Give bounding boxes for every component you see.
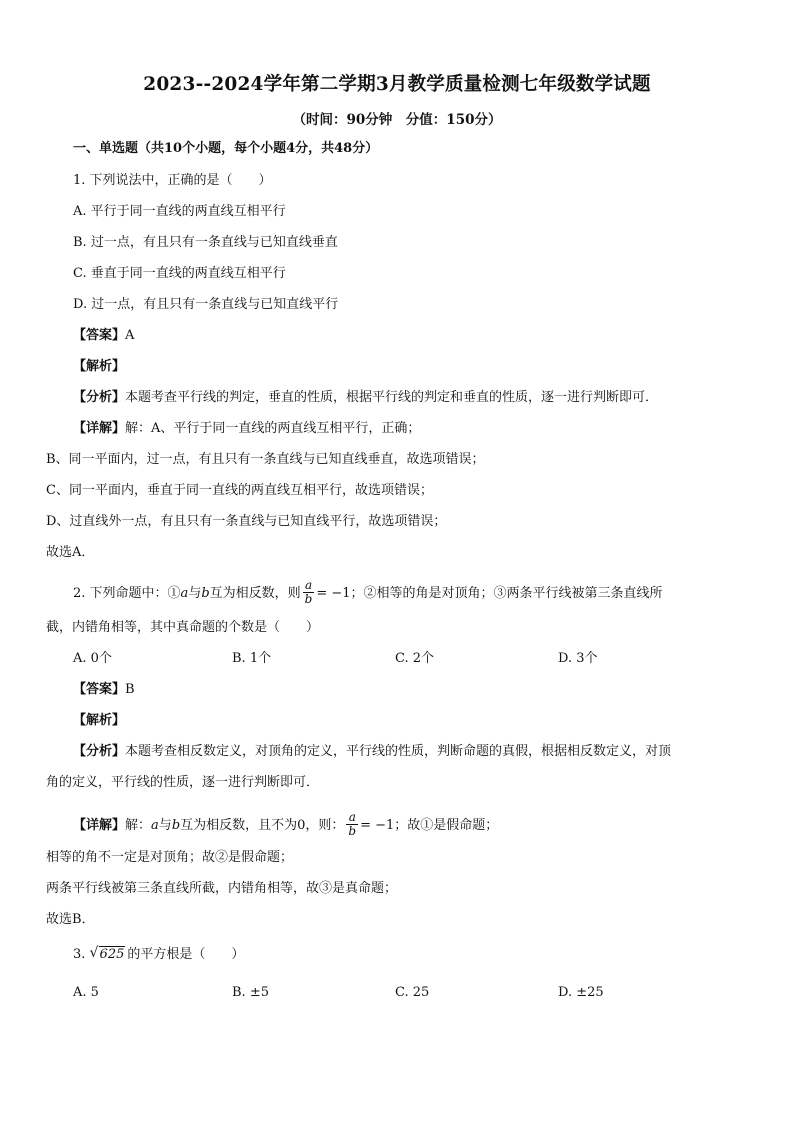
answer-value: B	[125, 682, 135, 697]
page-title: 2023--2024学年第二学期3月教学质量检测七年级数学试题	[143, 74, 651, 95]
q1-option-a: A. 平行于同一直线的两直线互相平行	[73, 204, 286, 219]
q2-detail-4: 故选B．	[46, 912, 95, 927]
q2-fenxi-line2: 角的定义，平行线的性质，逐一进行判断即可．	[46, 775, 320, 790]
q1-detail-3: C、同一平面内，垂直于同一直线的两直线互相平行，故选项错误；	[46, 483, 433, 498]
radical-sign: √	[89, 945, 99, 961]
q3-stem-rest: 的平方根是（ ）	[127, 947, 245, 962]
q3-stem	[73, 946, 244, 964]
q2-option-a: A. 0个	[73, 651, 112, 666]
q2-answer	[73, 681, 135, 699]
fenxi-text: 本题考查相反数定义，对顶角的定义，平行线的性质，判断命题的真假，根据相反数定义，对顶	[125, 744, 672, 759]
q2-var-a: a	[180, 586, 189, 601]
fraction-numerator: a	[303, 579, 315, 593]
sqrt-expression	[90, 946, 126, 964]
q2-fraction	[303, 579, 315, 606]
q2-stem-part: 2. 下列命题中：①	[73, 586, 181, 601]
q2-detail-2: 相等的角不一定是对顶角；故②是假命题；	[46, 850, 294, 865]
fraction-numerator: a	[346, 811, 358, 825]
answer-tag: 【答案】	[73, 682, 126, 697]
q2-option-b: B. 1个	[232, 651, 272, 666]
fenxi-text: 本题考查平行线的判定，垂直的性质，根据平行线的判定和垂直的性质，逐一进行判断即可．	[125, 390, 659, 405]
q2-stem-part: 与	[188, 586, 202, 601]
q2-fenxi	[73, 743, 671, 761]
q2-stem-part: 互为相反数，则	[209, 586, 301, 601]
q3-option-a: A. 5	[73, 985, 99, 1000]
detail-part: = −1；故①是假命题；	[360, 818, 499, 833]
q1-option-c: C. 垂直于同一直线的两直线互相平行	[73, 266, 286, 281]
q1-detail-4: D、过直线外一点，有且只有一条直线与已知直线平行，故选项错误；	[46, 514, 447, 529]
fenxi-tag: 【分析】	[73, 390, 126, 405]
q1-stem: 1. 下列说法中，正确的是（ ）	[73, 173, 272, 188]
q1-option-d: D. 过一点，有且只有一条直线与已知直线平行	[73, 297, 339, 312]
q1-analysis-tag: 【解析】	[73, 359, 126, 374]
q1-fenxi	[73, 389, 658, 407]
q1-answer	[73, 327, 134, 345]
detail-part: 解：	[125, 818, 152, 833]
detail-part: 互为相反数，且不为0，则：	[180, 818, 345, 833]
detail-fraction	[346, 811, 358, 838]
q2-option-c: C. 2个	[395, 651, 435, 666]
detail-tag: 【详解】	[73, 421, 126, 436]
fenxi-tag: 【分析】	[73, 744, 126, 759]
exam-info: （时间：90分钟 分值：150分）	[292, 112, 502, 128]
q3-number: 3.	[73, 947, 86, 962]
q3-option-d: D. ±25	[558, 985, 604, 1000]
q2-var-b: b	[201, 586, 210, 601]
detail-part: 与	[158, 818, 172, 833]
q1-option-b: B. 过一点，有且只有一条直线与已知直线垂直	[73, 235, 338, 250]
detail-var-b: b	[171, 818, 181, 833]
answer-tag: 【答案】	[73, 328, 126, 343]
detail-text: 解：A、平行于同一直线的两直线互相平行，正确；	[125, 421, 421, 436]
detail-var-a: a	[151, 818, 159, 833]
q2-detail-3: 两条平行线被第三条直线所截，内错角相等，故③是真命题；	[46, 881, 398, 896]
q2-stem	[73, 580, 663, 607]
q1-detail-1	[73, 420, 420, 438]
q3-options	[73, 984, 733, 1002]
q2-options	[73, 650, 733, 668]
q1-detail-2: B、同一平面内，过一点，有且只有一条直线与已知直线垂直，故选项错误；	[46, 452, 485, 467]
section-heading: 一、单选题（共10个小题，每个小题4分，共48分）	[73, 141, 379, 156]
q2-stem-line2: 截，内错角相等，其中真命题的个数是（ ）	[46, 620, 320, 635]
fraction-denominator: b	[304, 592, 313, 606]
q1-detail-5: 故选A．	[46, 545, 95, 560]
q2-detail-1	[73, 812, 498, 839]
q2-analysis-tag: 【解析】	[73, 713, 126, 728]
q2-option-d: D. 3个	[558, 651, 598, 666]
q3-option-c: C. 25	[395, 985, 430, 1000]
q2-stem-part: = −1；②相等的角是对顶角；③两条平行线被第三条直线所	[316, 586, 663, 601]
fraction-denominator: b	[348, 824, 357, 838]
radicand: 625	[99, 947, 125, 962]
q3-option-b: B. ±5	[232, 985, 269, 1000]
answer-value: A	[125, 328, 135, 343]
detail-tag: 【详解】	[73, 818, 126, 833]
